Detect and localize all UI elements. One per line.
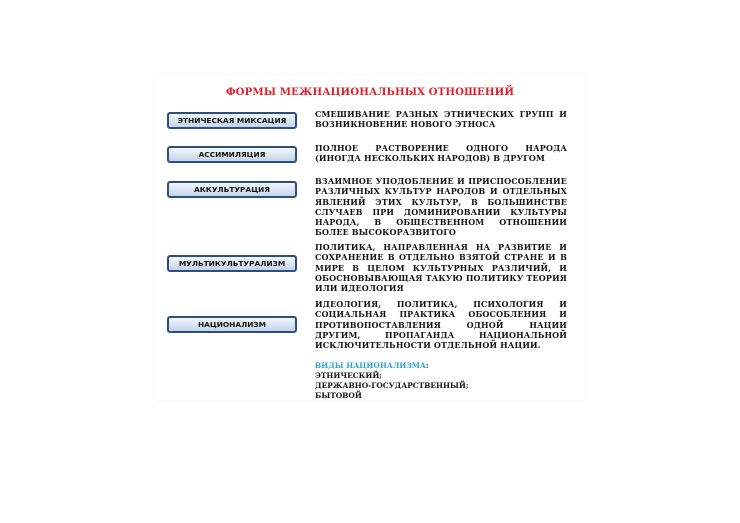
definition-multiculturalism: ПОЛИТИКА, НАПРАВЛЕННАЯ НА РАЗВИТИЕ И СОХРАНЕНИЕ В ОТДЕЛЬНО ВЗЯТОЙ СТРАНЕ И В МИРЕ В ЦЕЛОМ КУЛЬТУРНЫХ РАЗЛИЧИЙ, И ОБОСНОВЫВАЮЩАЯ ТАКУЮ ПОЛИТИКУ ТЕОРИЯ ИЛИ ИДЕОЛОГИЯ — [315, 242, 567, 294]
nationalism-types — [315, 361, 567, 401]
definition-assimilation: ПОЛНОЕ РАСТВОРЕНИЕ ОДНОГО НАРОДА (ИНОГДА НЕСКОЛЬКИХ НАРОДОВ) В ДРУГОМ — [315, 143, 567, 164]
nationalism-type-item: ЭТНИЧЕСКИЙ; — [315, 371, 383, 380]
definition-acculturation: ВЗАИМНОЕ УПОДОБЛЕНИЕ И ПРИСПОСОБЛЕНИЕ РАЗЛИЧНЫХ КУЛЬТУР НАРОДОВ И ОТДЕЛЬНЫХ ЯВЛЕНИЙ ЭТИХ КУЛЬТУР, В БОЛЬШИНСТВЕ СЛУЧАЕВ ПРИ ДОМИНИРОВАНИИ КУЛЬТУРЫ НАРОДА, В ОБЩЕСТВЕННОМ ОТНОШЕНИИ БОЛЕЕ ВЫСОКОРАЗВИТОГО — [315, 176, 567, 238]
term-multiculturalism: МУЛЬТИКУЛЬТУРАЛИЗМ — [167, 255, 297, 272]
nationalism-types-heading — [315, 361, 567, 371]
term-assimilation: АССИМИЛЯЦИЯ — [167, 146, 297, 163]
slide — [155, 75, 585, 400]
nationalism-types-heading-text: ВИДЫ НАЦИОНАЛИЗМА — [315, 361, 426, 370]
definition-nationalism: ИДЕОЛОГИЯ, ПОЛИТИКА, ПСИХОЛОГИЯ И СОЦИАЛЬНАЯ ПРАКТИКА ОБОСОБЛЕНИЯ И ПРОТИВОПОСТАВЛЕНИЯ ОДНОЙ НАЦИИ ДРУГИМ, ПРОПАГАНДА НАЦИОНАЛЬНОЙ ИСКЛЮЧИТЕЛЬНОСТИ ОТДЕЛЬНОЙ НАЦИИ. — [315, 299, 567, 351]
nationalism-type-item: БЫТОВОЙ — [315, 391, 362, 400]
nationalism-types-heading-colon: : — [425, 361, 429, 370]
term-ethnic-mixation: ЭТНИЧЕСКАЯ МИКСАЦИЯ — [167, 112, 297, 129]
definition-ethnic-mixation: СМЕШИВАНИЕ РАЗНЫХ ЭТНИЧЕСКИХ ГРУПП И ВОЗНИКНОВЕНИЕ НОВОГО ЭТНОСА — [315, 109, 567, 130]
term-acculturation: АККУЛЬТУРАЦИЯ — [167, 181, 297, 198]
term-nationalism: НАЦИОНАЛИЗМ — [167, 316, 297, 333]
nationalism-type-item: ДЕРЖАВНО-ГОСУДАРСТВЕННЫЙ; — [315, 381, 469, 390]
slide-title: ФОРМЫ МЕЖНАЦИОНАЛЬНЫХ ОТНОШЕНИЙ — [225, 86, 515, 98]
